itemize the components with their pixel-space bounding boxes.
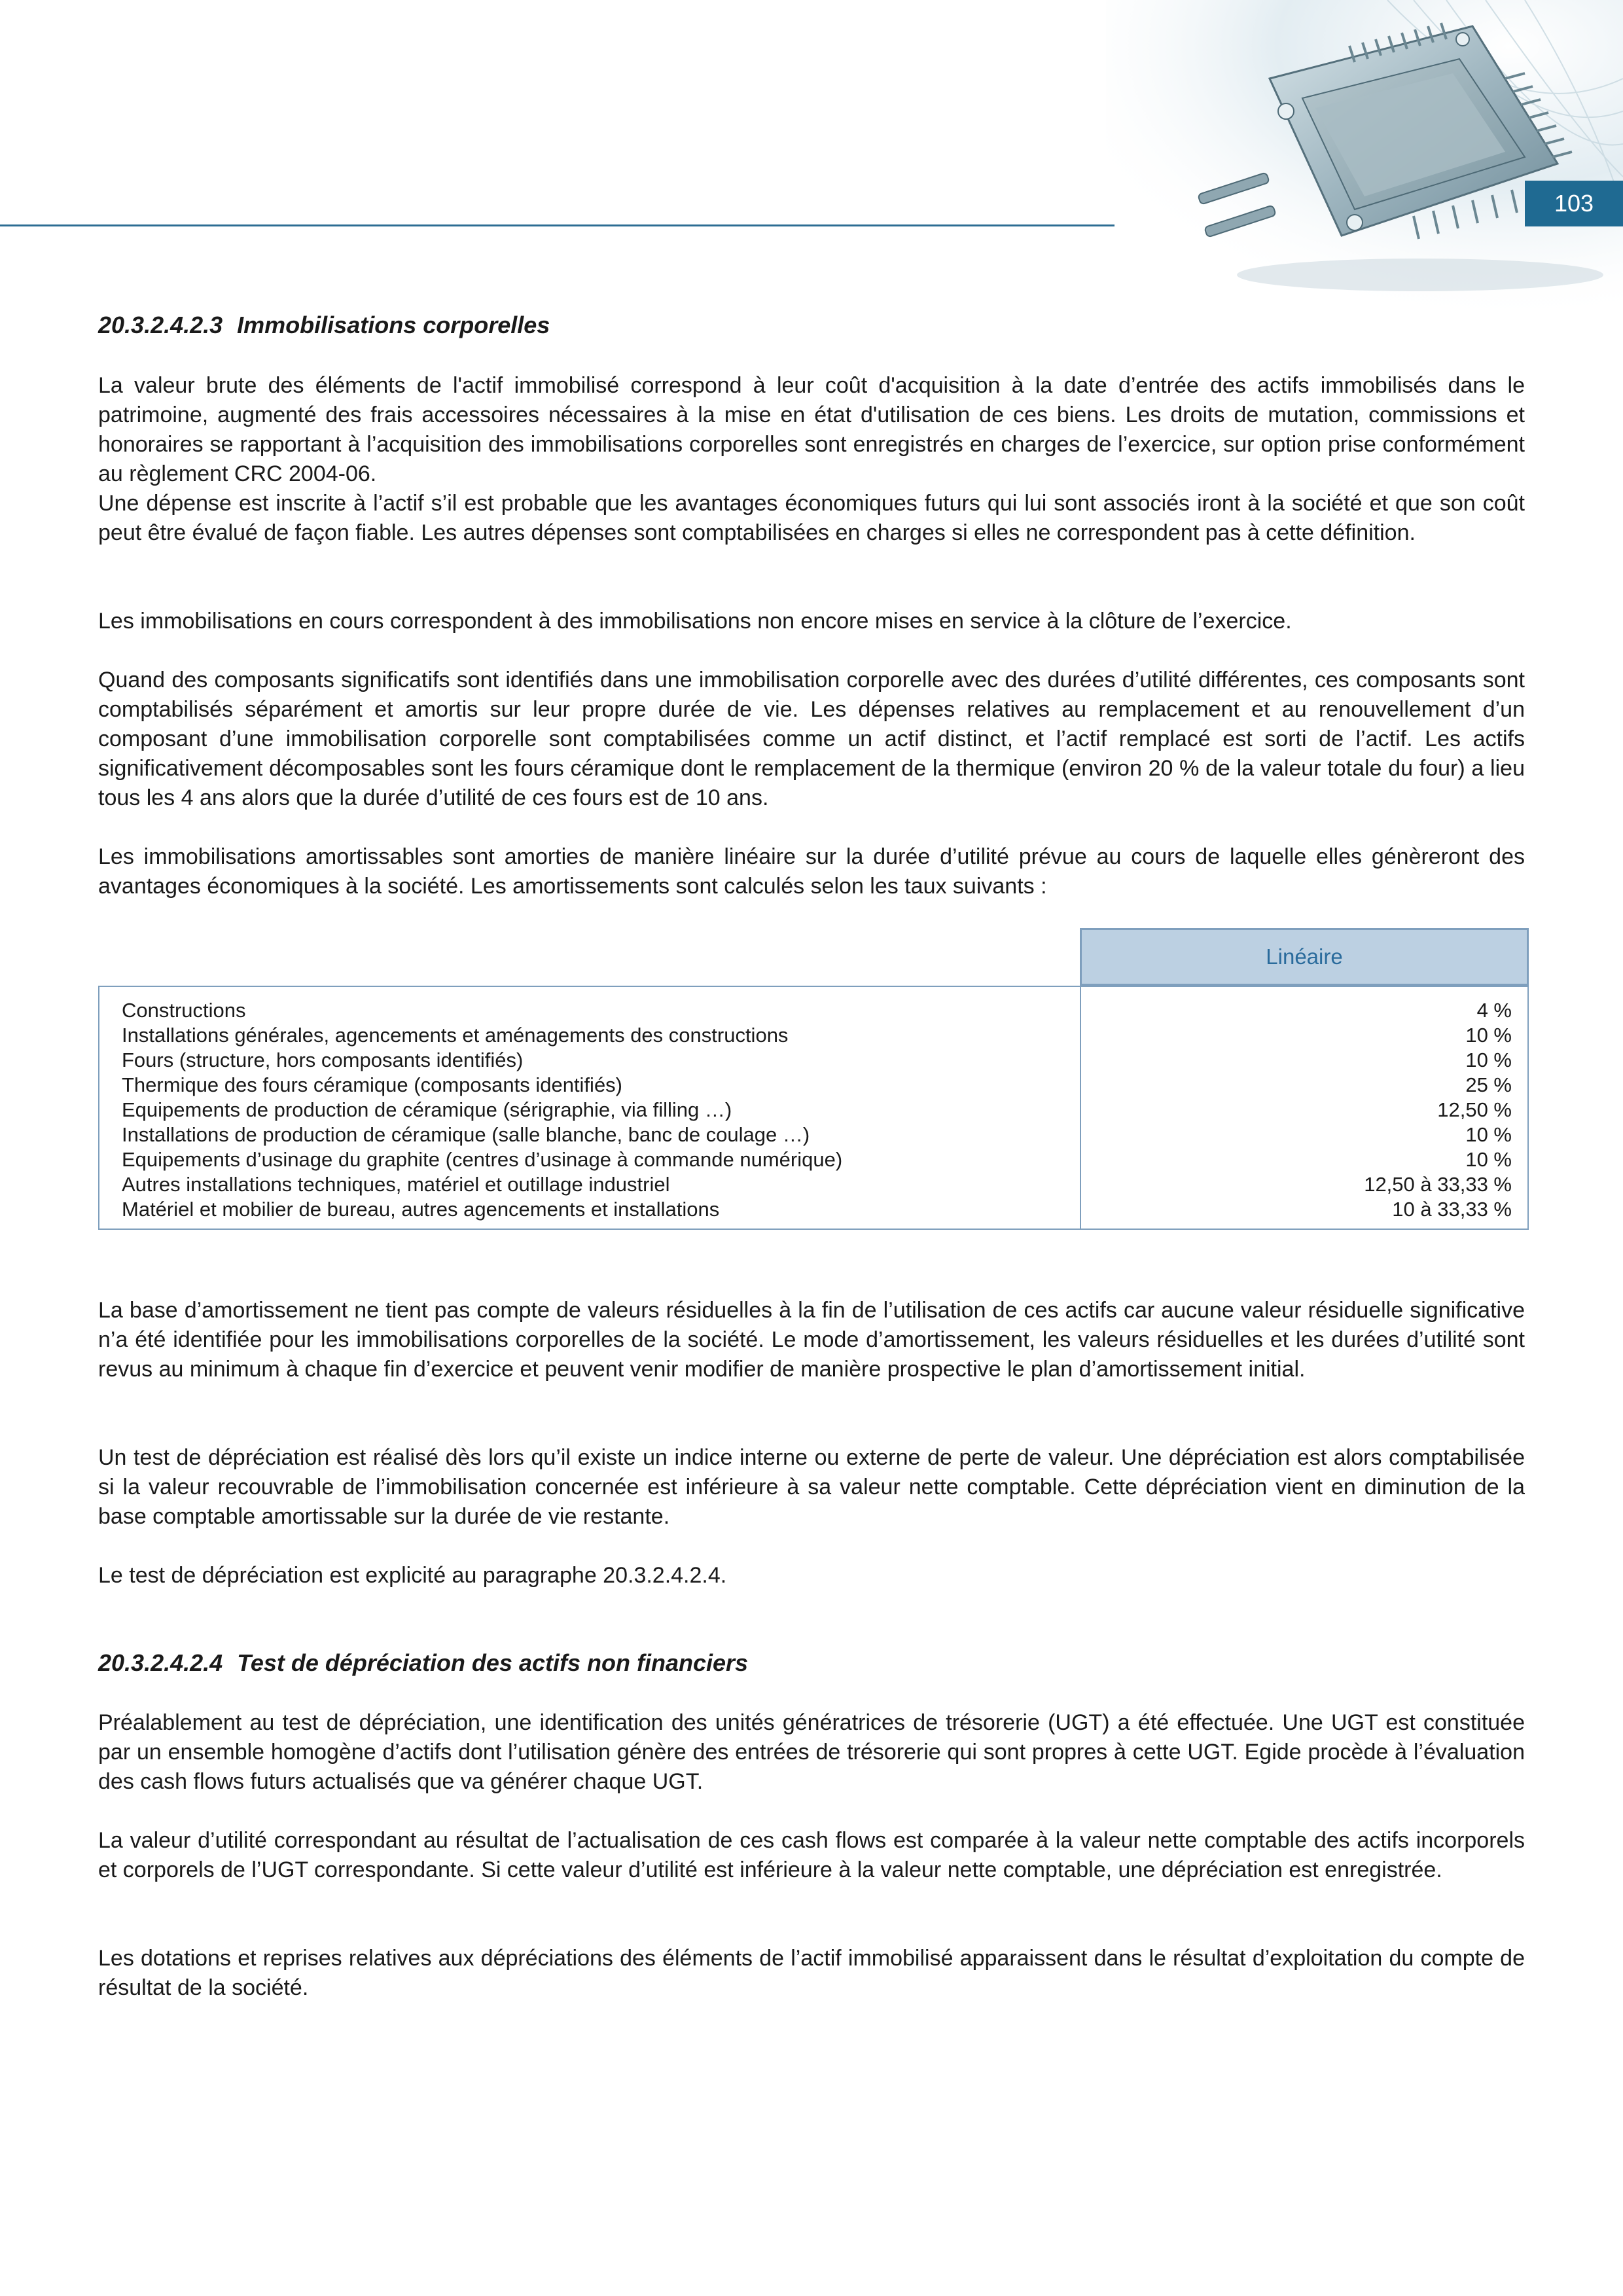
rate-label: Autres installations techniques, matériel et outillage industriel <box>122 1173 670 1196</box>
rate-label: Equipements de production de céramique (sérigraphie, via filling …) <box>122 1098 732 1121</box>
section-title: Immobilisations corporelles <box>237 312 550 338</box>
rate-value: 10 à 33,33 % <box>1392 1198 1512 1221</box>
rate-label: Equipements d’usinage du graphite (centres d’usinage à commande numérique) <box>122 1148 843 1171</box>
rate-label: Installations de production de céramique (salle blanche, banc de coulage …) <box>122 1123 810 1146</box>
rate-value: 4 % <box>1476 999 1512 1022</box>
paragraph: Les immobilisations amortissables sont amorties de manière linéaire sur la durée d’utilité prévue au cours de laquelle elles génèreront des avantages économiques à la société. Les amortissements sont calculés selon les taux suivants : <box>98 844 1525 899</box>
table-row <box>99 1147 1527 1172</box>
paragraph: La valeur brute des éléments de l'actif immobilisé correspond à leur coût d'acquisition à la date d’entrée des actifs immobilisés dans le patrimoine, augmenté des frais accessoires nécessaires à la mise en état d'utilisation de ces biens. Les droits de mutation, commissions et honoraires se rapportant à l’acquisition des immobilisations corporelles sont enregistrés en charges de l’exercice, sur option prise conformément au règlement CRC 2004-06. <box>98 373 1525 486</box>
paragraph: Préalablement au test de dépréciation, une identification des unités génératrices de trésorerie (UGT) a été effectuée. Une UGT est constituée par un ensemble homogène d’actifs dont l’utilisation génère des entrées de trésorerie qui sont propres à cette UGT. Egide procède à l’évaluation des cash flows futurs actualisés que va générer chaque UGT. <box>98 1710 1525 1794</box>
rate-value: 12,50 % <box>1437 1098 1512 1121</box>
section-number: 20.3.2.4.2.4 <box>98 1649 223 1676</box>
table-row <box>99 1122 1527 1147</box>
table-row <box>99 1023 1527 1048</box>
paragraph: La valeur d’utilité correspondant au résultat de l’actualisation de ces cash flows est comparée à la valeur nette comptable des actifs incorporels et corporels de l’UGT correspondante. Si cette valeur d’utilité est inférieure à la valeur nette comptable, une dépréciation est enregistrée. <box>98 1828 1525 1882</box>
rate-value: 12,50 à 33,33 % <box>1364 1173 1512 1196</box>
section-heading-immobilisations <box>98 312 550 339</box>
rate-table-column-header: Linéaire <box>1080 928 1529 986</box>
table-row <box>99 1098 1527 1122</box>
rate-label: Installations générales, agencements et aménagements des constructions <box>122 1024 789 1047</box>
table-row <box>99 1048 1527 1073</box>
table-row <box>99 1197 1527 1222</box>
rate-label: Constructions <box>122 999 246 1022</box>
rate-value: 10 % <box>1465 1148 1512 1171</box>
header-rule <box>0 224 1115 226</box>
table-row <box>99 998 1527 1023</box>
rate-value: 10 % <box>1465 1024 1512 1047</box>
rate-value: 10 % <box>1465 1123 1512 1146</box>
rate-label: Matériel et mobilier de bureau, autres agencements et installations <box>122 1198 720 1221</box>
paragraph: La base d’amortissement ne tient pas compte de valeurs résiduelles à la fin de l’utilisation de ces actifs car aucune valeur résiduelle significative n’a été identifiée pour les immobilisations corporelles de la société. Le mode d’amortissement, les valeurs résiduelles et les durées d’utilité sont revus au minimum à chaque fin d’exercice et peuvent venir modifier de manière prospective le plan d’amortissement initial. <box>98 1298 1525 1382</box>
rate-label: Fours (structure, hors composants identifiés) <box>122 1049 524 1071</box>
rate-value: 10 % <box>1465 1049 1512 1071</box>
table-row <box>99 1172 1527 1197</box>
paragraph: Quand des composants significatifs sont identifiés dans une immobilisation corporelle avec des durées d’utilité différentes, ces composants sont comptabilisés séparément et amortis sur leur propre durée de vie. Les dépenses relatives au remplacement et au renouvellement d’un composant d’une immobilisation corporelle sont comptabilisées comme un actif distinct, et l’actif remplacé est sorti de l’actif. Les actifs significativement décomposables sont les fours céramique dont le remplacement de la thermique (environ 20 % de la valeur totale du four) a lieu tous les 4 ans alors que la durée d’utilité de ces fours est de 10 ans. <box>98 668 1525 810</box>
electronic-package-image <box>1106 0 1623 308</box>
section-number: 20.3.2.4.2.3 <box>98 312 223 338</box>
rate-label: Thermique des fours céramique (composants identifiés) <box>122 1073 623 1096</box>
rate-value: 25 % <box>1465 1073 1512 1096</box>
paragraph: Un test de dépréciation est réalisé dès lors qu’il existe un indice interne ou externe de perte de valeur. Une dépréciation est alors comptabilisée si la valeur recouvrable de l’immobilisation concernée est inférieure à sa valeur nette comptable. Cette dépréciation vient en diminution de la base comptable amortissable sur la durée de vie restante. <box>98 1445 1525 1529</box>
section-heading-test-depreciation <box>98 1649 748 1677</box>
depreciation-rate-table <box>98 986 1529 1230</box>
section-title: Test de dépréciation des actifs non financiers <box>237 1649 749 1676</box>
paragraph: Une dépense est inscrite à l’actif s’il est probable que les avantages économiques futurs qui lui sont associés iront à la société et que son coût peut être évalué de façon fiable. Les autres dépenses sont comptabilisées en charges si elles ne correspondent pas à cette définition. <box>98 491 1525 545</box>
paragraph: Le test de dépréciation est explicité au paragraphe 20.3.2.4.2.4. <box>98 1563 727 1588</box>
page-number: 103 <box>1525 181 1623 226</box>
paragraph: Les immobilisations en cours correspondent à des immobilisations non encore mises en service à la clôture de l’exercice. <box>98 609 1292 634</box>
table-row <box>99 1073 1527 1098</box>
paragraph: Les dotations et reprises relatives aux dépréciations des éléments de l’actif immobilisé apparaissent dans le résultat d’exploitation du compte de résultat de la société. <box>98 1946 1525 2000</box>
